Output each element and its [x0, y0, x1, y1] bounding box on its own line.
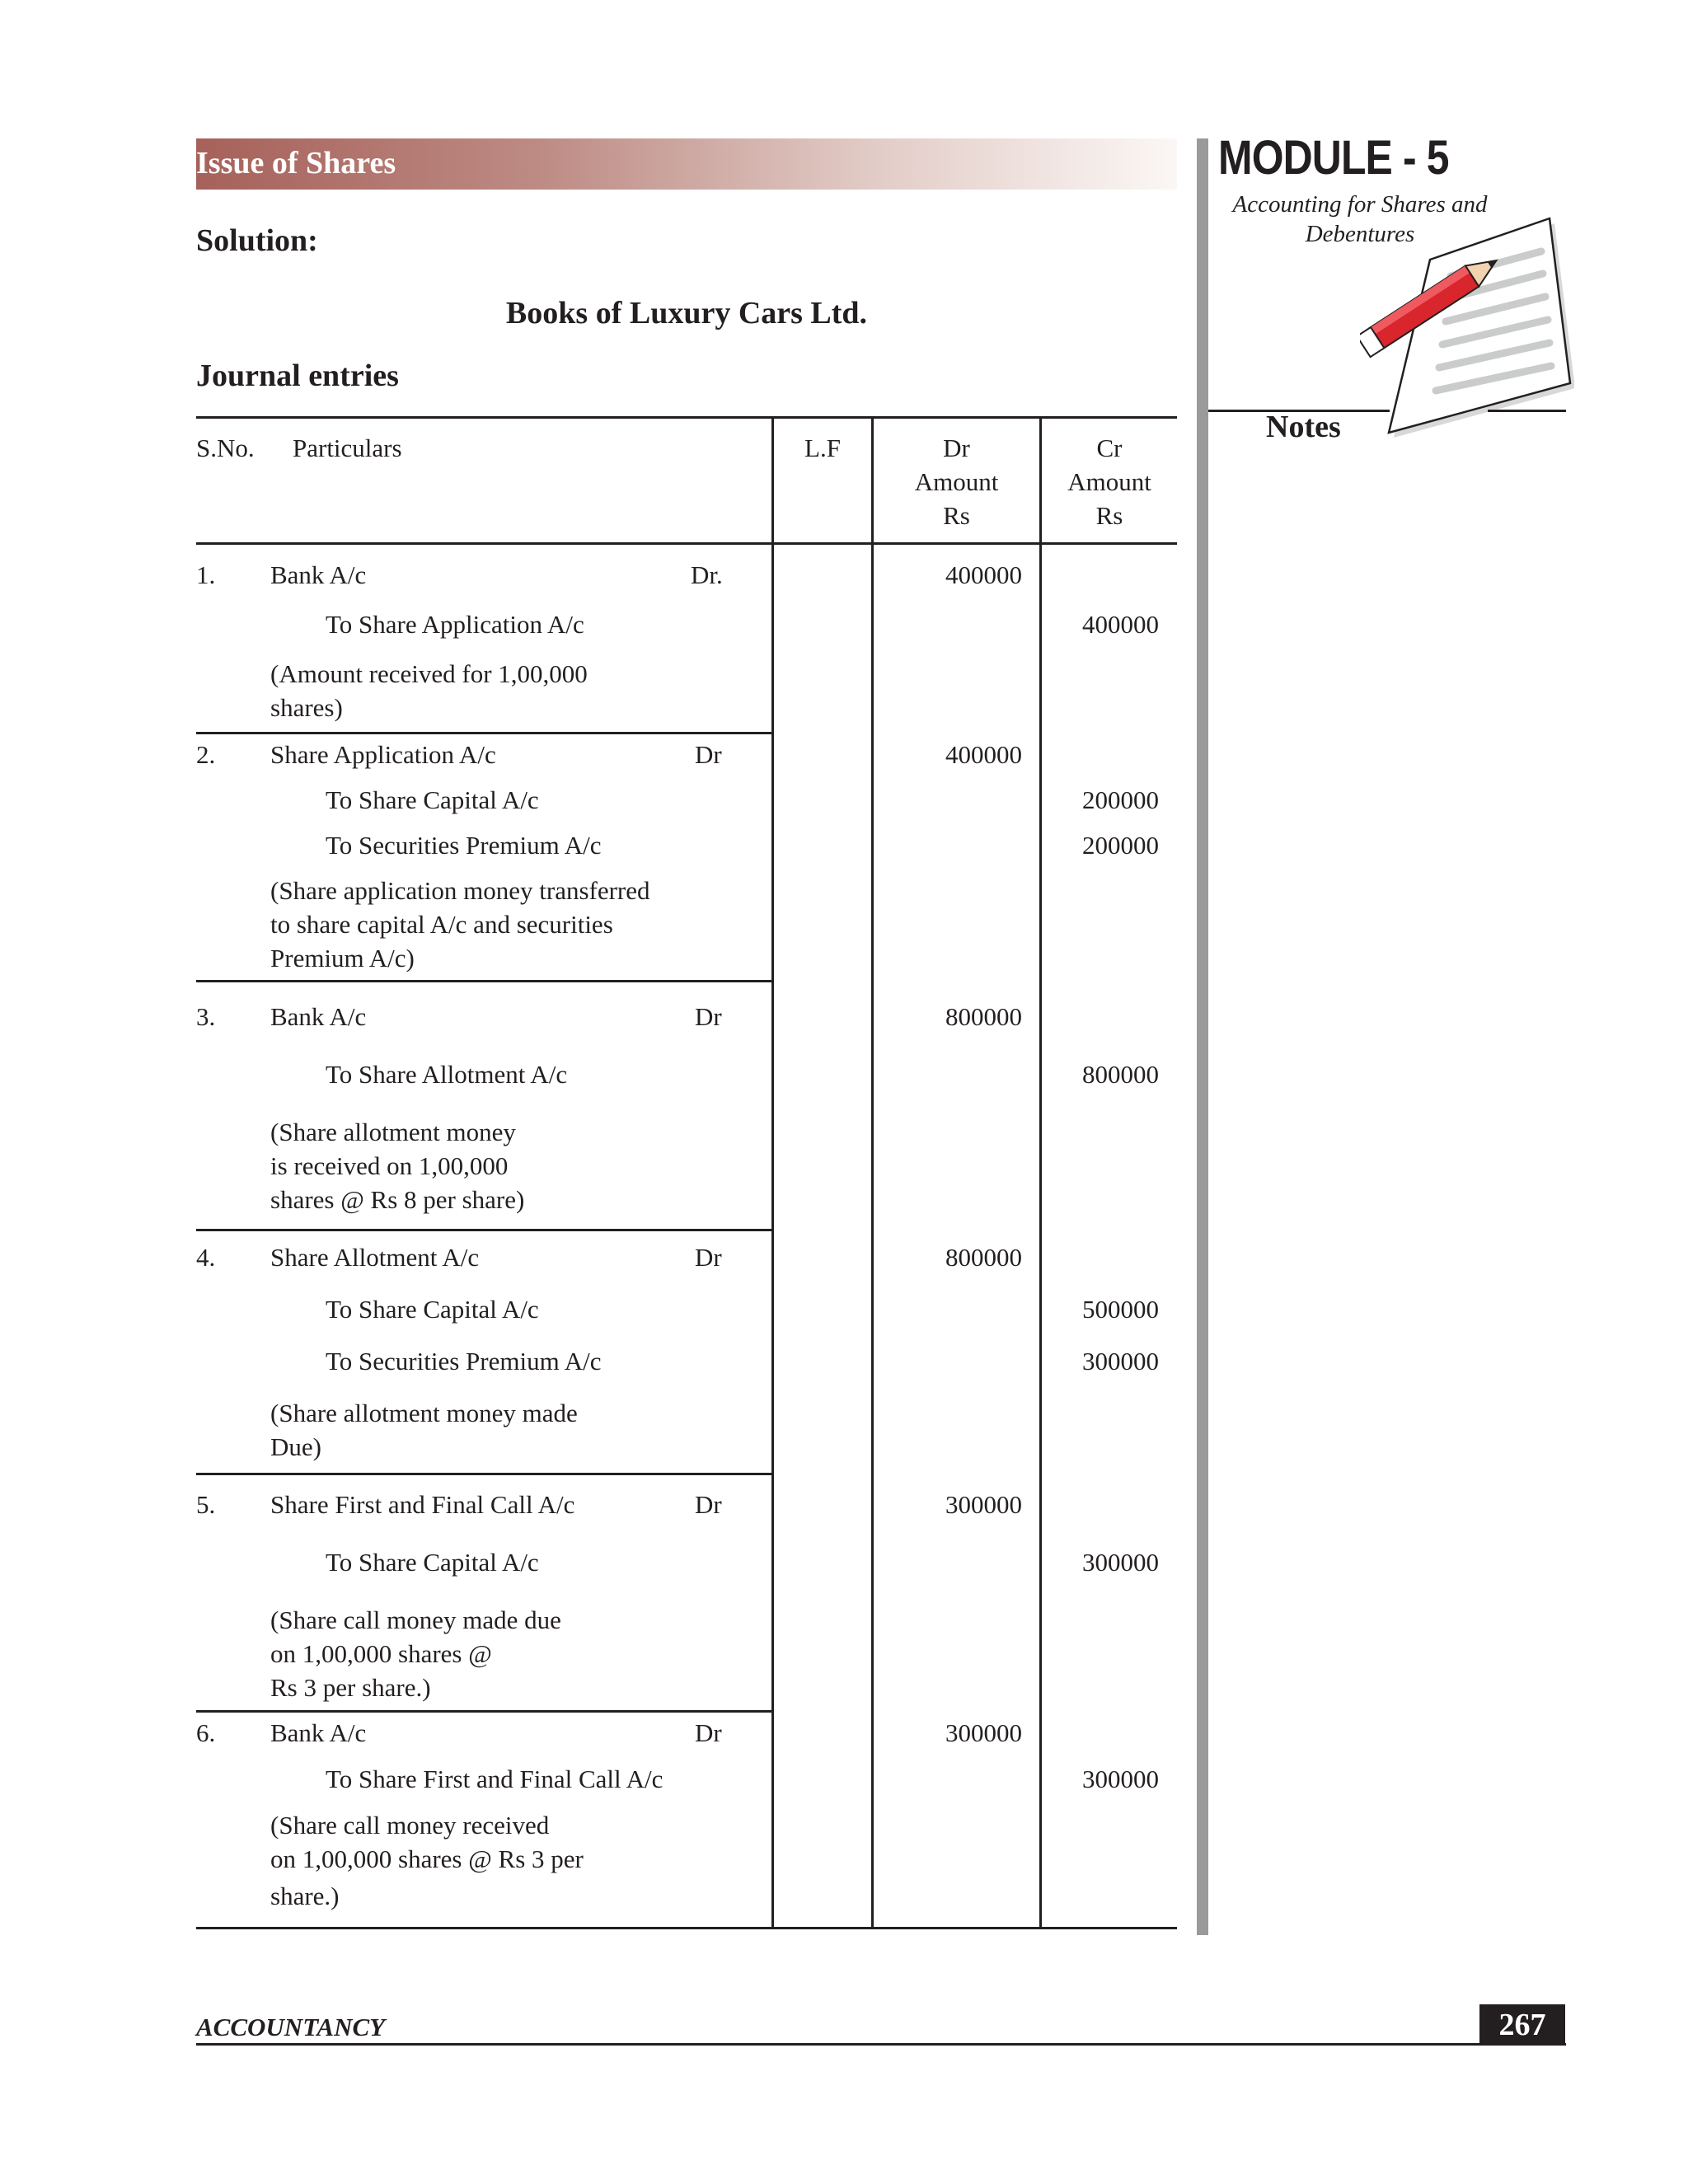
- header-cr-line: Amount: [1067, 467, 1151, 496]
- lf-column-rule: [771, 416, 774, 1929]
- entry-narration: [270, 1115, 524, 1216]
- entry-cr-amount: 300000: [1082, 1347, 1159, 1376]
- entry-dr-amount: 300000: [945, 1490, 1022, 1519]
- header-cr-line: Cr: [1096, 434, 1123, 462]
- entry-debit-account: Bank A/c: [270, 560, 367, 589]
- footer-subject: ACCOUNTANCY: [196, 2013, 386, 2041]
- entry-credit-account: To Share Allotment A/c: [326, 1060, 568, 1089]
- entry-sno: 5.: [196, 1490, 216, 1519]
- section-title: Issue of Shares: [196, 146, 396, 180]
- entry-dr-mark: Dr: [695, 1490, 722, 1519]
- narration-line: shares @ Rs 8 per share): [270, 1185, 525, 1214]
- narration-line: (Share application money transferred: [270, 876, 650, 905]
- header-dr-line: Dr: [943, 434, 970, 462]
- entry-debit-account: Bank A/c: [270, 1002, 367, 1031]
- side-divider: [1197, 138, 1208, 1935]
- table-bottom-rule: [196, 1927, 1177, 1929]
- entry-narration: [270, 1603, 561, 1704]
- entry-cr-amount: 300000: [1082, 1765, 1159, 1793]
- narration-line: on 1,00,000 shares @: [270, 1639, 492, 1668]
- entry-dr-mark: Dr: [695, 1718, 722, 1747]
- entry-dr-mark: Dr.: [691, 560, 723, 589]
- entry-cr-amount: 300000: [1082, 1548, 1159, 1577]
- entry-cr-amount: 800000: [1082, 1060, 1159, 1089]
- narration-line: to share capital A/c and securities: [270, 910, 613, 939]
- header-sno: S.No.: [196, 434, 255, 462]
- notes-rule-right: [1488, 410, 1566, 412]
- entry-dr-mark: Dr: [695, 740, 722, 769]
- entry-narration: [270, 1396, 578, 1464]
- module-title: MODULE - 5: [1218, 131, 1449, 185]
- entry-dr-mark: Dr: [695, 1002, 722, 1031]
- entry-dr-amount: 400000: [945, 560, 1022, 589]
- narration-line: shares): [270, 693, 343, 722]
- entry-credit-account: To Securities Premium A/c: [326, 1347, 602, 1376]
- narration-line: is received on 1,00,000: [270, 1151, 509, 1180]
- entry-debit-account: Share Application A/c: [270, 740, 496, 769]
- narration-line: Premium A/c): [270, 944, 415, 972]
- narration-line: (Share allotment money: [270, 1118, 516, 1146]
- pencil-on-paper-icon: [1360, 206, 1574, 449]
- entry-separator: [196, 1710, 773, 1713]
- journal-table: [196, 416, 1177, 1929]
- narration-line: (Share call money made due: [270, 1605, 561, 1634]
- entry-narration: [270, 1808, 584, 1913]
- narration-line: share.): [270, 1882, 340, 1910]
- header-particulars: Particulars: [293, 434, 402, 462]
- narration-line: (Share allotment money made: [270, 1399, 578, 1427]
- entry-sno: 4.: [196, 1243, 216, 1272]
- entry-credit-account: To Share Capital A/c: [326, 1295, 539, 1324]
- entry-sno: 6.: [196, 1718, 216, 1747]
- entry-separator: [196, 1473, 773, 1475]
- entry-cr-amount: 500000: [1082, 1295, 1159, 1324]
- entry-credit-account: To Securities Premium A/c: [326, 831, 602, 860]
- header-cr-line: Rs: [1095, 501, 1123, 530]
- entry-narration: [270, 657, 588, 724]
- entry-credit-account: To Share Application A/c: [326, 610, 584, 639]
- module-subtitle-line: Debentures: [1305, 221, 1415, 247]
- entry-dr-mark: Dr: [695, 1243, 722, 1272]
- entry-cr-amount: 200000: [1082, 831, 1159, 860]
- narration-line: Rs 3 per share.): [270, 1673, 431, 1702]
- entry-dr-amount: 300000: [945, 1718, 1022, 1747]
- entry-debit-account: Bank A/c: [270, 1718, 367, 1747]
- entry-dr-amount: 400000: [945, 740, 1022, 769]
- table-header-rule: [196, 542, 1177, 545]
- entry-dr-amount: 800000: [945, 1243, 1022, 1272]
- header-dr-line: Rs: [943, 501, 970, 530]
- entry-credit-account: To Share Capital A/c: [326, 1548, 539, 1577]
- entry-dr-amount: 800000: [945, 1002, 1022, 1031]
- entry-narration: [270, 874, 650, 975]
- entry-credit-account: To Share First and Final Call A/c: [326, 1765, 663, 1793]
- entry-cr-amount: 200000: [1082, 785, 1159, 814]
- footer-rule: [196, 2043, 1566, 2046]
- cr-column-rule: [1039, 416, 1042, 1929]
- header-dr-line: Amount: [914, 467, 999, 496]
- entry-separator: [196, 980, 773, 982]
- header-cr-amount: [1042, 431, 1177, 532]
- table-top-rule: [196, 416, 1177, 419]
- dr-column-rule: [871, 416, 874, 1929]
- entry-separator: [196, 1229, 773, 1231]
- journal-label: Journal entries: [196, 359, 399, 393]
- entry-debit-account: Share First and Final Call A/c: [270, 1490, 575, 1519]
- narration-line: on 1,00,000 shares @ Rs 3 per: [270, 1844, 584, 1873]
- entry-cr-amount: 400000: [1082, 610, 1159, 639]
- module-subtitle-line: Accounting for Shares and: [1232, 191, 1488, 218]
- solution-label: Solution:: [196, 223, 318, 258]
- entry-separator: [196, 732, 773, 734]
- books-title: Books of Luxury Cars Ltd.: [505, 296, 868, 330]
- page-number: 267: [1479, 2004, 1565, 2046]
- narration-line: Due): [270, 1432, 321, 1461]
- entry-sno: 1.: [196, 560, 216, 589]
- header-lf: L.F: [804, 434, 841, 462]
- narration-line: (Amount received for 1,00,000: [270, 659, 588, 688]
- entry-sno: 2.: [196, 740, 216, 769]
- notes-label: Notes: [1266, 410, 1341, 444]
- header-dr-amount: [874, 431, 1039, 532]
- entry-sno: 3.: [196, 1002, 216, 1031]
- entry-credit-account: To Share Capital A/c: [326, 785, 539, 814]
- narration-line: (Share call money received: [270, 1811, 550, 1840]
- entry-debit-account: Share Allotment A/c: [270, 1243, 480, 1272]
